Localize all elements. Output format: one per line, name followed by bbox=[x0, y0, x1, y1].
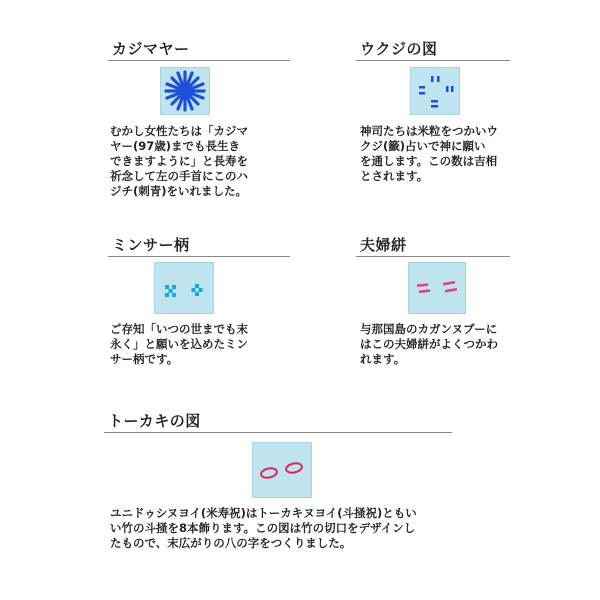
tokaki-rings-icon bbox=[253, 443, 311, 497]
tokaki-rule bbox=[104, 432, 452, 433]
minsa-swatch bbox=[154, 262, 214, 314]
minsa-description bbox=[110, 322, 248, 367]
minsa-title: ミンサー柄 bbox=[112, 236, 190, 254]
desc-line: を通します。この数は吉相 bbox=[360, 154, 498, 168]
tokaki-title: トーカキの図 bbox=[108, 412, 201, 430]
desc-line: 祈念して左の手首にこのハ bbox=[110, 169, 248, 183]
desc-line: むかし女性たちは「カジマ bbox=[110, 124, 248, 138]
kajimaya-rule bbox=[108, 60, 290, 61]
ukuji-rule bbox=[356, 60, 510, 61]
fufu-swatch bbox=[408, 262, 466, 314]
fufu-rule bbox=[356, 256, 510, 257]
desc-line: ユニドゥシヌヨイ(米寿祝)はトーカキヌヨイ(斗掻祝)ともい bbox=[110, 506, 417, 520]
ukuji-dashes-icon bbox=[411, 68, 459, 114]
desc-line: 永く」と願いを込めたミン bbox=[110, 337, 248, 351]
desc-line: できますように」と長寿を bbox=[110, 154, 248, 168]
ukuji-description bbox=[360, 124, 498, 184]
desc-line: サー柄です。 bbox=[110, 352, 179, 366]
kajimaya-title: カジマヤー bbox=[112, 40, 190, 58]
tokaki-swatch bbox=[252, 442, 312, 498]
desc-line: とされます。 bbox=[360, 169, 429, 183]
minsa-checker-icon bbox=[155, 263, 213, 313]
fufu-description bbox=[360, 322, 498, 367]
pinwheel-icon bbox=[161, 68, 209, 114]
desc-line: 神司たちは米粒をつかいウ bbox=[360, 124, 498, 138]
fufu-kasuri-icon bbox=[409, 263, 465, 313]
desc-line: ヤー(97歳)までも長生き bbox=[110, 139, 241, 153]
desc-line: い竹の斗掻を8本飾ります。この図は竹の切口をデザインし bbox=[110, 521, 416, 535]
tokaki-description bbox=[110, 506, 417, 551]
desc-line: はこの夫婦絣がよくつかわ bbox=[360, 337, 498, 351]
desc-line: れます。 bbox=[360, 352, 406, 366]
fufu-title: 夫婦絣 bbox=[360, 236, 407, 254]
desc-line: たもので、末広がりの八の字をつくりました。 bbox=[110, 536, 352, 550]
kajimaya-description bbox=[110, 124, 248, 199]
desc-line: 与那国島のカガンヌブーに bbox=[360, 322, 498, 336]
desc-line: クジ(籤)占いで神に願い bbox=[360, 139, 486, 153]
minsa-rule bbox=[108, 256, 290, 257]
ukuji-swatch bbox=[410, 67, 460, 115]
desc-line: ジチ(刺青)をいれました。 bbox=[110, 184, 248, 198]
desc-line: ご存知「いつの世までも末 bbox=[110, 322, 248, 336]
kajimaya-swatch bbox=[160, 67, 210, 115]
ukuji-title: ウクジの図 bbox=[360, 40, 438, 58]
